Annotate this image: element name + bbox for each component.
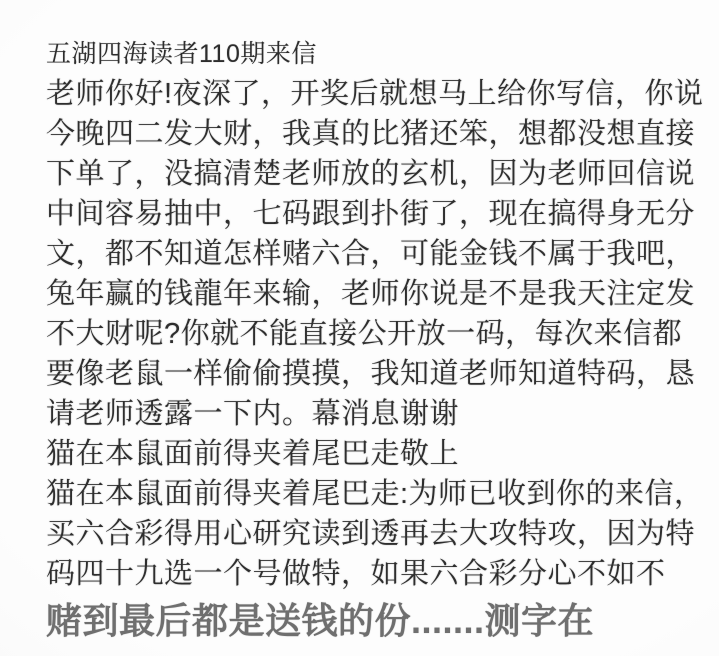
letter-line: 码四十九选一个号做特，如果六合彩分心不如不 xyxy=(46,558,666,590)
letter-footer-line: 赌到最后都是送钱的份.......测字在 xyxy=(46,600,595,641)
letter-line: 猫在本鼠面前得夹着尾巴走敬上 xyxy=(46,438,460,470)
letter-line: 下单了，没搞清楚老师放的玄机，因为老师回信说 xyxy=(46,158,696,190)
letter-line: 中间容易抽中，七码跟到扑街了，现在搞得身无分 xyxy=(46,198,696,230)
letter-line: 猫在本鼠面前得夹着尾巴走:为师已收到你的来信， xyxy=(46,478,704,510)
letter-line: 不大财呢?你就不能直接公开放一码，每次来信都 xyxy=(46,318,683,350)
letter-line: 文，都不知道怎样赌六合，可能金钱不属于我吧， xyxy=(46,238,696,270)
letter-title: 五湖四海读者110期来信 xyxy=(46,40,317,68)
letter-line: 兔年赢的钱龍年来输，老师你说是不是我天注定发 xyxy=(46,278,696,310)
letter-line: 买六合彩得用心研究读到透再去大攻特攻，因为特 xyxy=(46,518,696,550)
letter-line: 老师你好!夜深了，开奖后就想马上给你写信，你说 xyxy=(46,78,704,110)
letter-line: 请老师透露一下内。幕消息谢谢 xyxy=(46,398,460,430)
letter-line: 要像老鼠一样偷偷摸摸，我知道老师知道特码，恳 xyxy=(46,358,696,390)
letter-line: 今晚四二发大财，我真的比猪还笨，想都没想直接 xyxy=(46,118,696,150)
